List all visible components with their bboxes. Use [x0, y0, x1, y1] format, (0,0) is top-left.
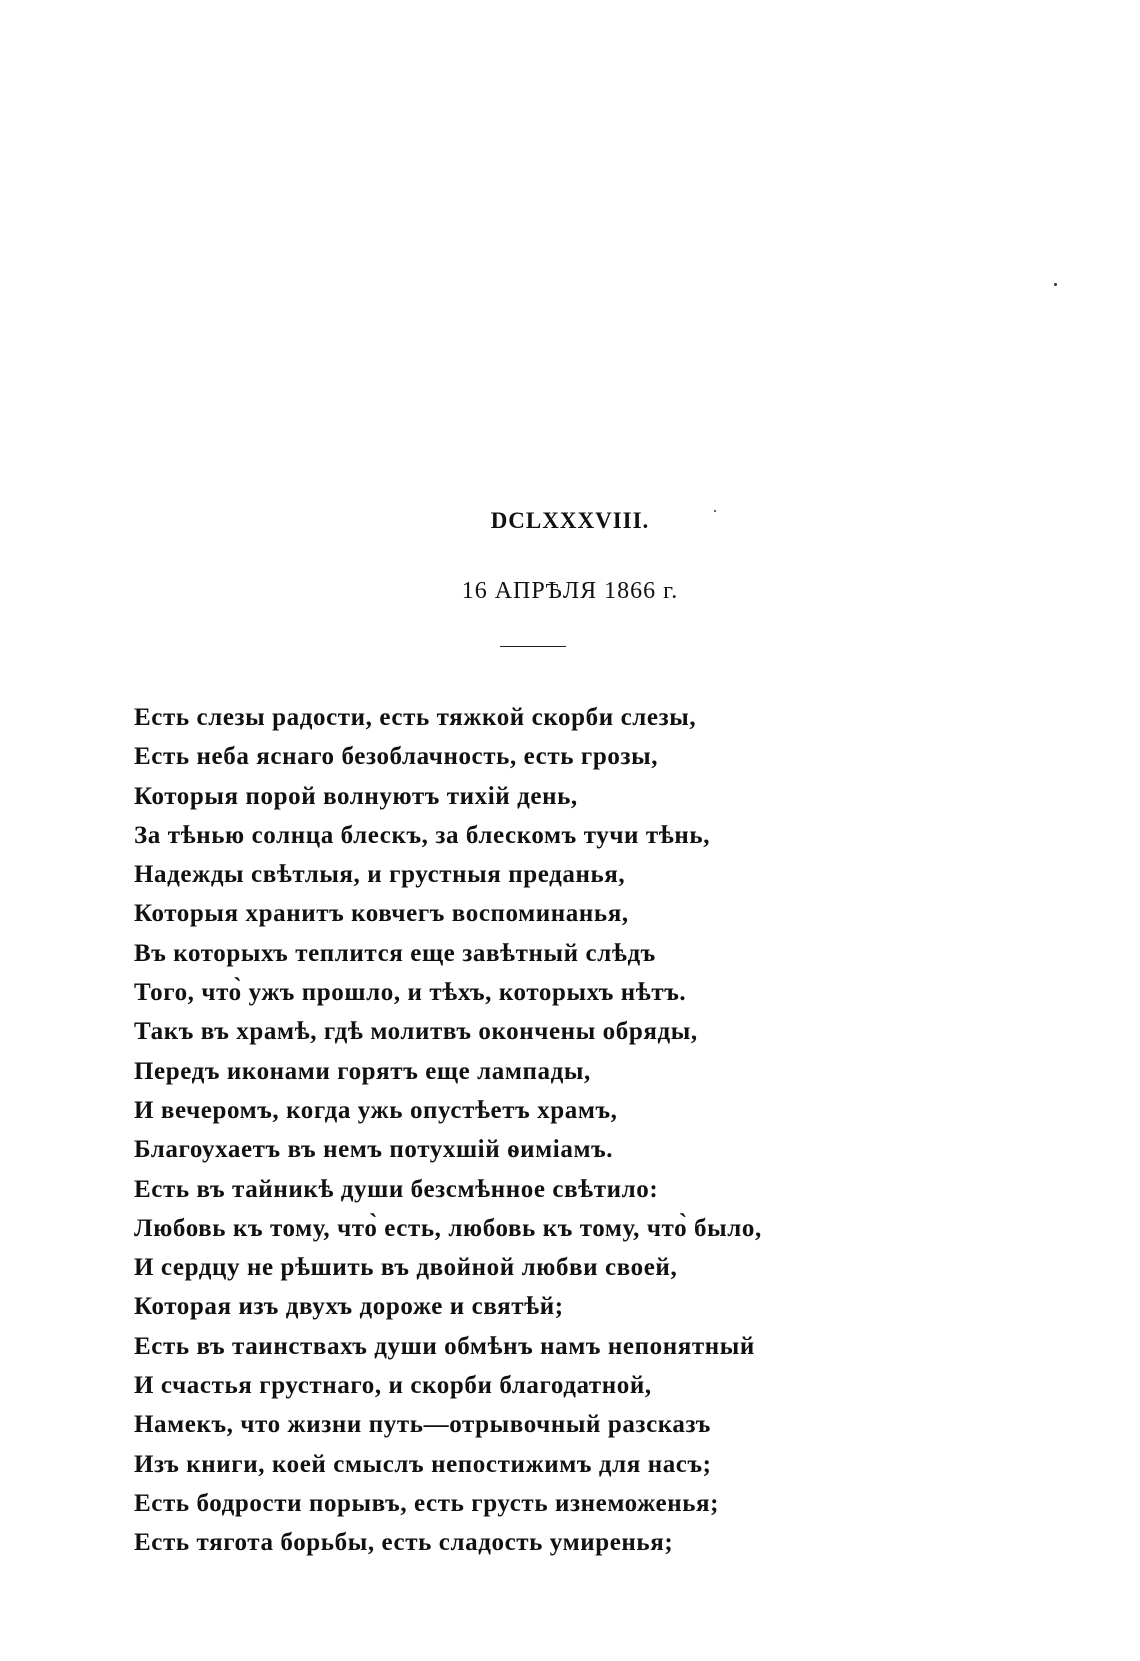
- poem-line: Такъ въ храмѣ, гдѣ молитвъ окончены обряды,: [134, 1018, 698, 1046]
- poem-line: Передъ иконами горятъ еще лампады,: [134, 1057, 591, 1085]
- poem-line: Есть слезы радости, есть тяжкой скорби слезы,: [134, 704, 697, 731]
- poem-text: [134, 698, 1034, 1563]
- poem-line: И вечеромъ, когда ужь опустѣетъ храмъ,: [134, 1096, 618, 1124]
- poem-line: Любовь къ тому, что̀ есть, любовь къ тому, что̀ было,: [134, 1214, 762, 1242]
- poem-line: И счастья грустнаго, и скорби благодатной,: [134, 1372, 652, 1400]
- poem-line: За тѣнью солнца блескъ, за блескомъ тучи тѣнь,: [134, 821, 711, 849]
- poem-line: Есть тягота борьбы, есть сладость умиренья;: [134, 1529, 674, 1557]
- poem-line: Которая изъ двухъ дороже и святѣй;: [134, 1293, 564, 1321]
- poem-line: Есть бодрости порывъ, есть грусть изнеможенья;: [134, 1489, 720, 1517]
- print-speck: [1054, 283, 1057, 286]
- poem-line: Надежды свѣтлыя, и грустныя преданья,: [134, 861, 626, 889]
- poem-line: Благоухаетъ въ немъ потухшій ѳиміамъ.: [134, 1136, 614, 1164]
- poem-line: Которыя порой волнуютъ тихій день,: [134, 782, 578, 810]
- poem-line: Изъ книги, коей смыслъ непостижимъ для насъ;: [134, 1450, 712, 1478]
- poem-line: Въ которыхъ теплится еще завѣтный слѣдъ: [134, 939, 656, 967]
- poem-line: Намекъ, что жизни путь—отрывочный разсказъ: [134, 1411, 711, 1439]
- poem-line: Которыя хранитъ ковчегъ воспоминанья,: [134, 900, 629, 928]
- poem-line: Есть въ таинствахъ души обмѣнъ намъ непонятный: [134, 1332, 755, 1360]
- poem-line: Есть въ тайникѣ души безсмѣнное свѣтило:: [134, 1175, 659, 1203]
- poem-date: 16 АПРѢЛЯ 1866 г.: [461, 578, 679, 604]
- title-divider: [500, 646, 566, 647]
- poem-number: DCLXXXVIII.: [490, 508, 650, 533]
- poem-line: Того, что̀ ужъ прошло, и тѣхъ, которыхъ нѣтъ.: [134, 979, 687, 1007]
- poem-line: Есть неба яснаго безоблачность, есть грозы,: [134, 743, 659, 771]
- poem-line: И сердцу не рѣшить въ двойной любви своей,: [134, 1254, 678, 1282]
